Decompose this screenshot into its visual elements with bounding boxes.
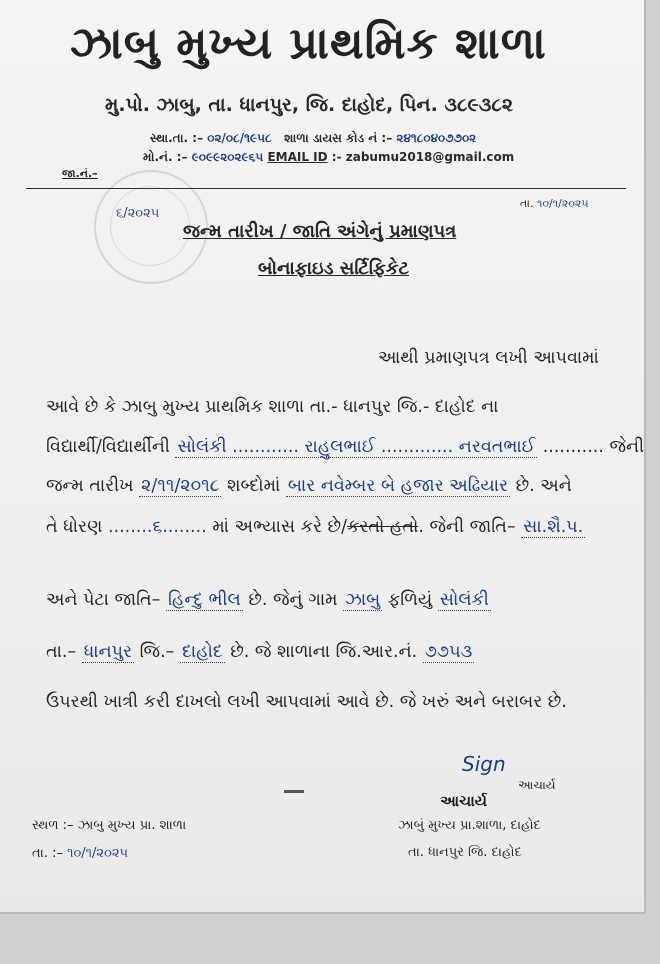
establishment-line — [150, 131, 476, 146]
school-address: મુ.પો. ઝાબુ, તા. ધાનપુર, જિ. દાહોદ, પિન. ૩૮૯૩૮૨ — [105, 94, 514, 116]
acharya-label: આચાર્ય — [440, 792, 488, 810]
body-line-8: ઉપરથી ખાત્રી કરી દાખલો લખી આપવામાં આવે છે. જે ખરું અને બરાબર છે. — [46, 692, 567, 712]
email-label: EMAIL ID — [267, 150, 328, 164]
caste-value: સા.શૈ.પ. — [523, 517, 584, 537]
school-sign-line: ઝાબું મુખ્ય પ્રા.શાળા, દાહોદ — [398, 818, 541, 833]
village-label: છે. જેનું ગામ — [248, 590, 338, 610]
taluka-sign-line: તા. ધાનપુર જિ. દાહોદ — [408, 845, 522, 860]
taluka-value: ધાનપુર — [83, 642, 133, 662]
body-line-6 — [46, 590, 491, 610]
district-value: દાહોદ — [182, 642, 223, 662]
sub-caste-label: અને પેટા જાતિ– — [46, 590, 161, 610]
contact-line — [143, 150, 514, 165]
body-line-1: આથી પ્રમાણપત્ર લખી આપવામાં — [378, 348, 599, 368]
faliyu-value: સોલંકી — [439, 590, 489, 610]
birth-date-label: જન્મ તારીખ — [46, 476, 134, 496]
header-divider — [26, 188, 626, 189]
taluka-label: તા.– — [46, 642, 77, 662]
dise-label: શાળા ડાયસ કોડ નં :– — [284, 131, 393, 145]
establishment-date: ૦૨/૦૮/૧૯૫૮ — [207, 131, 272, 145]
body-line-4 — [46, 476, 572, 496]
struck-text: કરતો હતો — [346, 517, 419, 537]
body-line-3 — [46, 437, 644, 457]
gr-label: છે. જે શાળાના જિ.આર.નં. — [230, 642, 418, 662]
footer-date-line — [32, 846, 128, 861]
birth-suffix: છે. અને — [515, 476, 572, 496]
student-suffix: ........... જેની — [542, 437, 645, 457]
sub-caste-value: હિન્દુ ભીલ — [167, 590, 241, 610]
issue-date-label: તા. — [520, 197, 534, 210]
footer-date-label: તા. :– — [32, 846, 63, 861]
mobile-number: ૯૦૯૯૨૦૨૯૬૫ — [191, 150, 264, 164]
student-name: સોલંકી ............ રાહુલભાઈ ............. નરવતભાઈ — [177, 437, 536, 457]
village-value: ઝાબુ — [345, 590, 381, 610]
school-name: ઝાબુ મુખ્ય પ્રાથમિક શાળા — [70, 18, 547, 69]
dise-code: ૨૪૧૮૦૪૦૭૭૦૨ — [396, 131, 477, 145]
reference-label: જા.નં.– — [62, 167, 98, 180]
principal-signature: Sign — [462, 752, 506, 776]
certificate-title: જન્મ તારીખ / જાતિ અંગેનું પ્રમાણપત્ર — [183, 221, 457, 242]
outward-number: ૬/૨૦૨૫ — [116, 206, 160, 221]
gr-number: ૭૭૫૩ — [424, 642, 473, 662]
faliyu-label: ફળિયું — [387, 590, 433, 610]
birth-date-words: બાર નવેમ્બર બે હજાર અઢિયાર — [287, 476, 509, 496]
body-line-5 — [46, 517, 585, 537]
establishment-label: સ્થા.તા. :– — [150, 131, 204, 145]
caste-label: . જેની જાતિ– — [418, 517, 516, 537]
place-label: સ્થળ :– — [32, 818, 74, 833]
acharya-small-label: આચાર્ય — [518, 778, 556, 792]
dash-mark — [284, 790, 304, 793]
district-label: જિ.– — [139, 642, 175, 662]
student-label: વિદ્યાર્થી/વિદ્યાર્થીની — [46, 437, 170, 457]
birth-date: ૨/૧૧/૨૦૧૮ — [141, 476, 220, 496]
study-text: માં અભ્યાસ કરે છે/ — [212, 517, 347, 537]
body-line-2: આવે છે કે ઝાબુ મુખ્ય પ્રાથમિક શાળા તા.- ધાનપુર જિ.- દાહોદ ના — [46, 397, 499, 417]
certificate-subtitle: બોનાફાઇડ સર્ટિફિકેટ — [258, 258, 409, 279]
place-value: ઝાબુ મુખ્ય પ્રા. શાળા — [77, 818, 187, 833]
standard-label: તે ધોરણ — [46, 517, 103, 537]
place-line — [32, 818, 186, 833]
mobile-label: મો.નં. :– — [143, 150, 188, 164]
standard-value: ........૬........ — [107, 517, 207, 537]
birth-words-label: શબ્દોમાં — [226, 476, 281, 496]
footer-date-value: ૧૦/૧/૨૦૨૫ — [67, 846, 129, 861]
issue-date — [520, 197, 589, 211]
body-line-7 — [46, 642, 474, 662]
email-address: :- zabumu2018@gmail.com — [331, 150, 515, 164]
issue-date-value: ૧૦/૧/૨૦૨૫ — [537, 197, 589, 210]
